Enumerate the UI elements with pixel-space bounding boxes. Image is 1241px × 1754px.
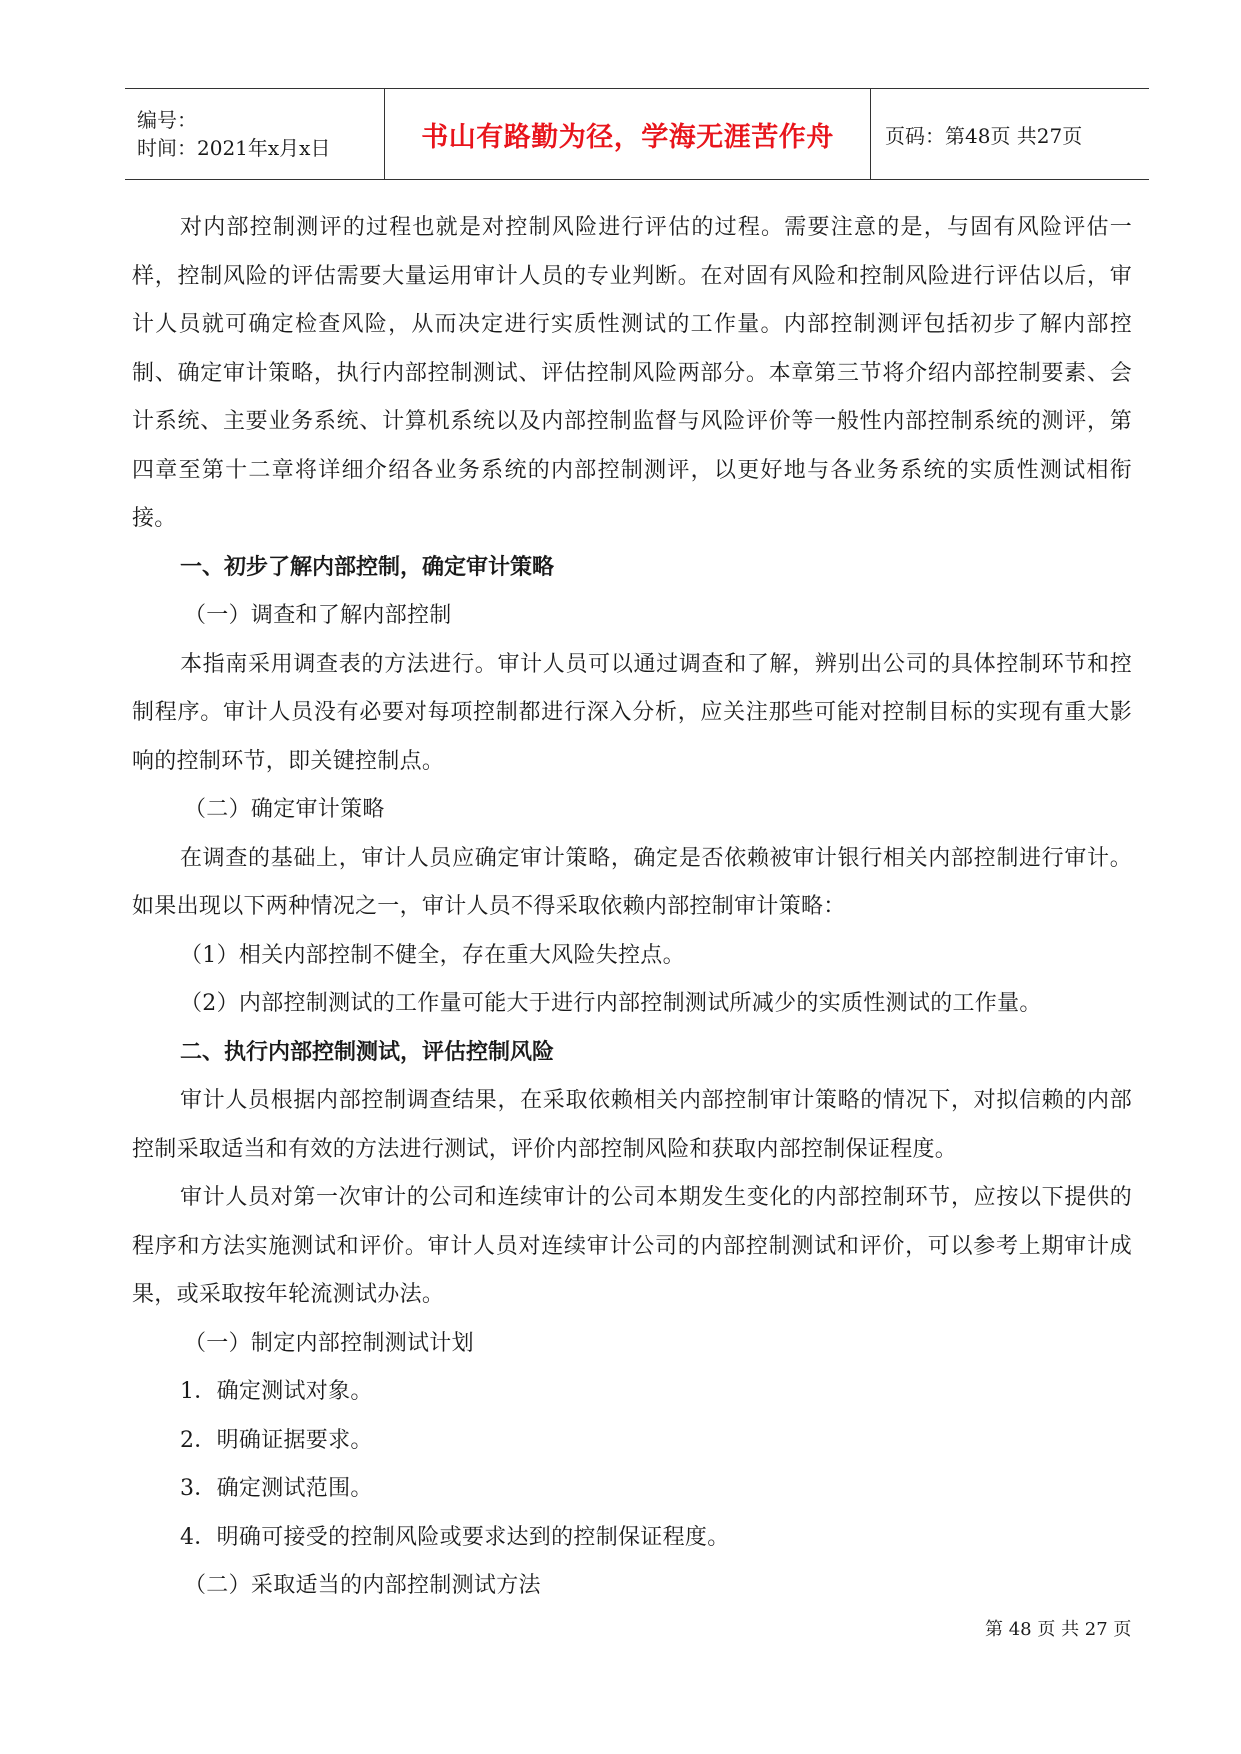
section-heading-2: 二、执行内部控制测试，评估控制风险 — [180, 1039, 555, 1065]
subsection-heading-2: （二）确定审计策略 — [184, 797, 385, 822]
page-footer: 第 48 页 共 27 页 — [985, 1619, 1132, 1640]
numbered-item-3: 3．确定测试范围。 — [180, 1476, 373, 1501]
paragraph-survey: 本指南采用调查表的方法进行。审计人员可以通过调查和了解，辨别出公司的具体控制环节和控制程序。审计人员没有必要对每项控制都进行深入分析，应关注那些可能对控制目标的实现有重大影响的控制环节，即关键控制点。 — [132, 651, 1132, 774]
header-left-cell — [125, 89, 385, 179]
paragraph-testing: 审计人员根据内部控制调查结果，在采取依赖相关内部控制审计策略的情况下，对拟信赖的内部控制采取适当和有效的方法进行测试，评价内部控制风险和获取内部控制保证程度。 — [132, 1088, 1132, 1162]
section-heading-1: 一、初步了解内部控制，确定审计策略 — [180, 554, 555, 580]
subsection-heading-4: （二）采取适当的内部控制测试方法 — [184, 1573, 541, 1598]
document-body — [132, 204, 1132, 1611]
subsection-heading-3: （一）制定内部控制测试计划 — [184, 1330, 474, 1356]
list-item-2: （2）内部控制测试的工作量可能大于进行内部控制测试所减少的实质性测试的工作量。 — [180, 991, 1042, 1016]
header-motto: 书山有路勤为径，学海无涯苦作舟 — [421, 121, 834, 153]
numbered-item-1: 1．确定测试对象。 — [180, 1379, 373, 1404]
numbered-item-2: 2．明确证据要求。 — [180, 1427, 373, 1453]
document-number-label: 编号： — [137, 108, 197, 132]
header-page-cell — [871, 89, 1149, 179]
numbered-item-4: 4．明确可接受的控制风险或要求达到的控制保证程度。 — [180, 1524, 730, 1550]
paragraph-strategy: 在调查的基础上，审计人员应确定审计策略，确定是否依赖被审计银行相关内部控制进行审计。如果出现以下两种情况之一，审计人员不得采取依赖内部控制审计策略： — [132, 845, 1132, 919]
document-time-label: 时间：2021年x月x日 — [137, 136, 331, 160]
page-header — [125, 88, 1149, 180]
paragraph-continuous-audit: 审计人员对第一次审计的公司和连续审计的公司本期发生变化的内部控制环节，应按以下提供的程序和方法实施测试和评价。审计人员对连续审计公司的内部控制测试和评价，可以参考上期审计成果，或采取按年轮流测试办法。 — [132, 1185, 1132, 1307]
paragraph-intro: 对内部控制测评的过程也就是对控制风险进行评估的过程。需要注意的是，与固有风险评估一样，控制风险的评估需要大量运用审计人员的专业判断。在对固有风险和控制风险进行评估以后，审计人员就可确定检查风险，从而决定进行实质性测试的工作量。内部控制测评包括初步了解内部控制、确定审计策略，执行内部控制测试、评估控制风险两部分。本章第三节将介绍内部控制要素、会计系统、主要业务系统、计算机系统以及内部控制监督与风险评价等一般性内部控制系统的测评，第四章至第十二章将详细介绍各业务系统的内部控制测评，以更好地与各业务系统的实质性测试相衔接。 — [132, 215, 1132, 531]
subsection-heading-1: （一）调查和了解内部控制 — [184, 603, 452, 628]
header-page-number: 页码：第48页 共27页 — [885, 123, 1083, 148]
list-item-1: （1）相关内部控制不健全，存在重大风险失控点。 — [180, 942, 685, 968]
header-motto-cell — [385, 89, 871, 179]
